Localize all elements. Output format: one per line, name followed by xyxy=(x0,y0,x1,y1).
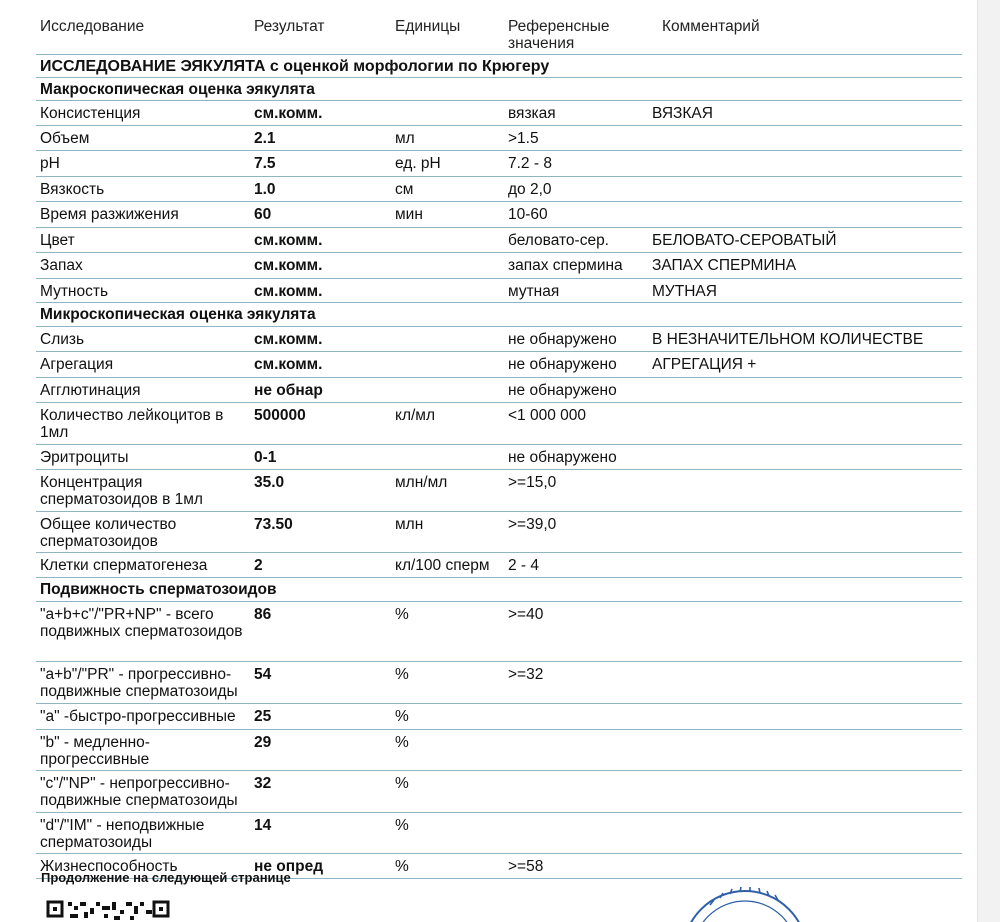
test-result: 2.1 xyxy=(254,130,276,147)
test-result: 2 xyxy=(254,557,263,574)
test-comment: В НЕЗНАЧИТЕЛЬНОМ КОЛИЧЕСТВЕ xyxy=(652,331,924,348)
test-units: % xyxy=(395,817,409,834)
test-name: "b" - медленно-прогрессивные xyxy=(40,734,150,768)
table-row xyxy=(36,730,962,771)
test-result: см.комм. xyxy=(254,356,323,373)
test-result: не обнар xyxy=(254,382,323,399)
test-result: 1.0 xyxy=(254,181,276,198)
table-row xyxy=(36,445,962,470)
test-reference: 2 - 4 xyxy=(508,557,540,574)
table-row xyxy=(36,151,962,177)
test-name: Количество лейкоцитов в 1мл xyxy=(40,407,224,441)
test-reference: >=32 xyxy=(508,666,544,683)
test-reference: запах спермина xyxy=(508,257,623,274)
test-result: 7.5 xyxy=(254,155,276,172)
test-comment: ЗАПАХ СПЕРМИНА xyxy=(652,257,797,274)
header-test: Исследование xyxy=(40,18,145,35)
test-name: Цвет xyxy=(40,232,75,249)
test-name: Агглютинация xyxy=(40,382,141,399)
test-name: Агрегация xyxy=(40,356,114,373)
test-units: % xyxy=(395,858,409,875)
test-reference: не обнаружено xyxy=(508,356,617,373)
test-result: 86 xyxy=(254,606,272,623)
test-reference: не обнаружено xyxy=(508,331,617,348)
table-row xyxy=(36,253,962,279)
test-name: Мутность xyxy=(40,283,109,300)
table-row xyxy=(36,512,962,553)
test-name: Слизь xyxy=(40,331,85,348)
test-units: ед. pH xyxy=(395,155,441,172)
test-reference: до 2,0 xyxy=(508,181,552,198)
table-row xyxy=(36,470,962,512)
test-name: Объем xyxy=(40,130,90,147)
test-name: Общее количество сперматозоидов xyxy=(40,516,177,550)
test-name: Концентрация сперматозоидов в 1мл xyxy=(40,474,203,508)
table-row xyxy=(36,126,962,151)
section-title: Подвижность сперматозоидов xyxy=(40,581,277,598)
test-name: Клетки сперматогенеза xyxy=(40,557,208,574)
table-row xyxy=(36,177,962,202)
table-row xyxy=(36,771,962,813)
table-row xyxy=(36,228,962,253)
main-title: ИССЛЕДОВАНИЕ ЭЯКУЛЯТА с оценкой морфологии по Крюгеру xyxy=(40,58,550,75)
table-row xyxy=(36,602,962,662)
test-reference: >=40 xyxy=(508,606,544,623)
test-units: мл xyxy=(395,130,415,147)
test-units: % xyxy=(395,775,409,792)
test-name: "a+b"/"PR" - прогрессивно-подвижные сперматозоиды xyxy=(40,666,238,700)
section-title: Микроскопическая оценка эякулята xyxy=(40,306,316,323)
test-reference: вязкая xyxy=(508,105,556,122)
test-reference: >1.5 xyxy=(508,130,539,147)
test-reference: 7.2 - 8 xyxy=(508,155,552,172)
table-row xyxy=(36,352,962,378)
test-result: 0-1 xyxy=(254,449,277,466)
test-units: % xyxy=(395,666,409,683)
test-name: Вязкость xyxy=(40,181,105,198)
test-comment: ВЯЗКАЯ xyxy=(652,105,713,122)
test-name: Запах xyxy=(40,257,83,274)
table-row xyxy=(36,101,962,126)
test-reference: не обнаружено xyxy=(508,382,617,399)
test-result: см.комм. xyxy=(254,257,323,274)
test-result: 60 xyxy=(254,206,272,223)
page-edge-divider xyxy=(977,0,1000,922)
qr-code-icon xyxy=(46,898,170,922)
test-result: 25 xyxy=(254,708,272,725)
test-reference: мутная xyxy=(508,283,560,300)
table-row xyxy=(36,662,962,704)
test-units: млн xyxy=(395,516,424,533)
test-comment: МУТНАЯ xyxy=(652,283,717,300)
test-units: млн/мл xyxy=(395,474,448,491)
test-units: см xyxy=(395,181,414,198)
test-name: Консистенция xyxy=(40,105,141,122)
test-comment: БЕЛОВАТО-СЕРОВАТЫЙ xyxy=(652,232,837,249)
main-title-row xyxy=(36,55,962,78)
test-result: 73.50 xyxy=(254,516,293,533)
test-result: не опред xyxy=(254,858,324,875)
test-result: 500000 xyxy=(254,407,306,424)
test-name: "a+b+c"/"PR+NP" - всего подвижных сперматозоидов xyxy=(40,606,243,640)
table-row xyxy=(36,813,962,854)
table-row xyxy=(36,279,962,303)
test-name: Время разжижения xyxy=(40,206,179,223)
header-result: Результат xyxy=(254,18,325,35)
test-reference: <1 000 000 xyxy=(508,407,587,424)
table-row xyxy=(36,202,962,228)
test-result: 14 xyxy=(254,817,272,834)
test-reference: >=15,0 xyxy=(508,474,557,491)
test-units: кл/100 сперм xyxy=(395,557,490,574)
test-name: Жизнеспособность xyxy=(40,858,178,875)
test-name: "d"/"IM" - неподвижные сперматозоиды xyxy=(40,817,205,851)
test-result: 32 xyxy=(254,775,272,792)
test-units: кл/мл xyxy=(395,407,436,424)
table-row xyxy=(36,403,962,445)
stamp-seal-icon xyxy=(680,878,810,922)
section-motility xyxy=(36,578,962,602)
test-name: "c"/"NP" - непрогрессивно-подвижные сперматозоиды xyxy=(40,775,238,809)
test-reference: >=58 xyxy=(508,858,544,875)
results-table xyxy=(36,12,962,879)
test-result: 29 xyxy=(254,734,272,751)
section-macro xyxy=(36,78,962,101)
test-result: см.комм. xyxy=(254,232,323,249)
header-reference: Референсные значения xyxy=(508,18,610,52)
test-units: % xyxy=(395,708,409,725)
test-result: 35.0 xyxy=(254,474,285,491)
test-name: "a" -быстро-прогрессивные xyxy=(40,708,236,725)
section-micro xyxy=(36,303,962,327)
test-comment: АГРЕГАЦИЯ + xyxy=(652,356,757,373)
test-reference: 10-60 xyxy=(508,206,548,223)
test-units: % xyxy=(395,606,409,623)
test-result: 54 xyxy=(254,666,272,683)
table-header xyxy=(36,12,962,55)
table-row xyxy=(36,327,962,352)
test-name: Эритроциты xyxy=(40,449,129,466)
test-reference: не обнаружено xyxy=(508,449,617,466)
test-name: pH xyxy=(40,155,60,172)
test-result: см.комм. xyxy=(254,283,323,300)
test-result: см.комм. xyxy=(254,331,323,348)
test-reference: беловато-сер. xyxy=(508,232,609,249)
header-comment: Комментарий xyxy=(662,18,760,35)
test-reference: >=39,0 xyxy=(508,516,557,533)
table-row xyxy=(36,553,962,578)
table-row xyxy=(36,704,962,730)
continuation-note: Продолжение на следующей странице xyxy=(41,870,291,885)
header-units: Единицы xyxy=(395,18,461,35)
test-result: см.комм. xyxy=(254,105,323,122)
table-row xyxy=(36,378,962,403)
test-units: % xyxy=(395,734,409,751)
section-title: Макроскопическая оценка эякулята xyxy=(40,81,315,98)
test-units: мин xyxy=(395,206,423,223)
